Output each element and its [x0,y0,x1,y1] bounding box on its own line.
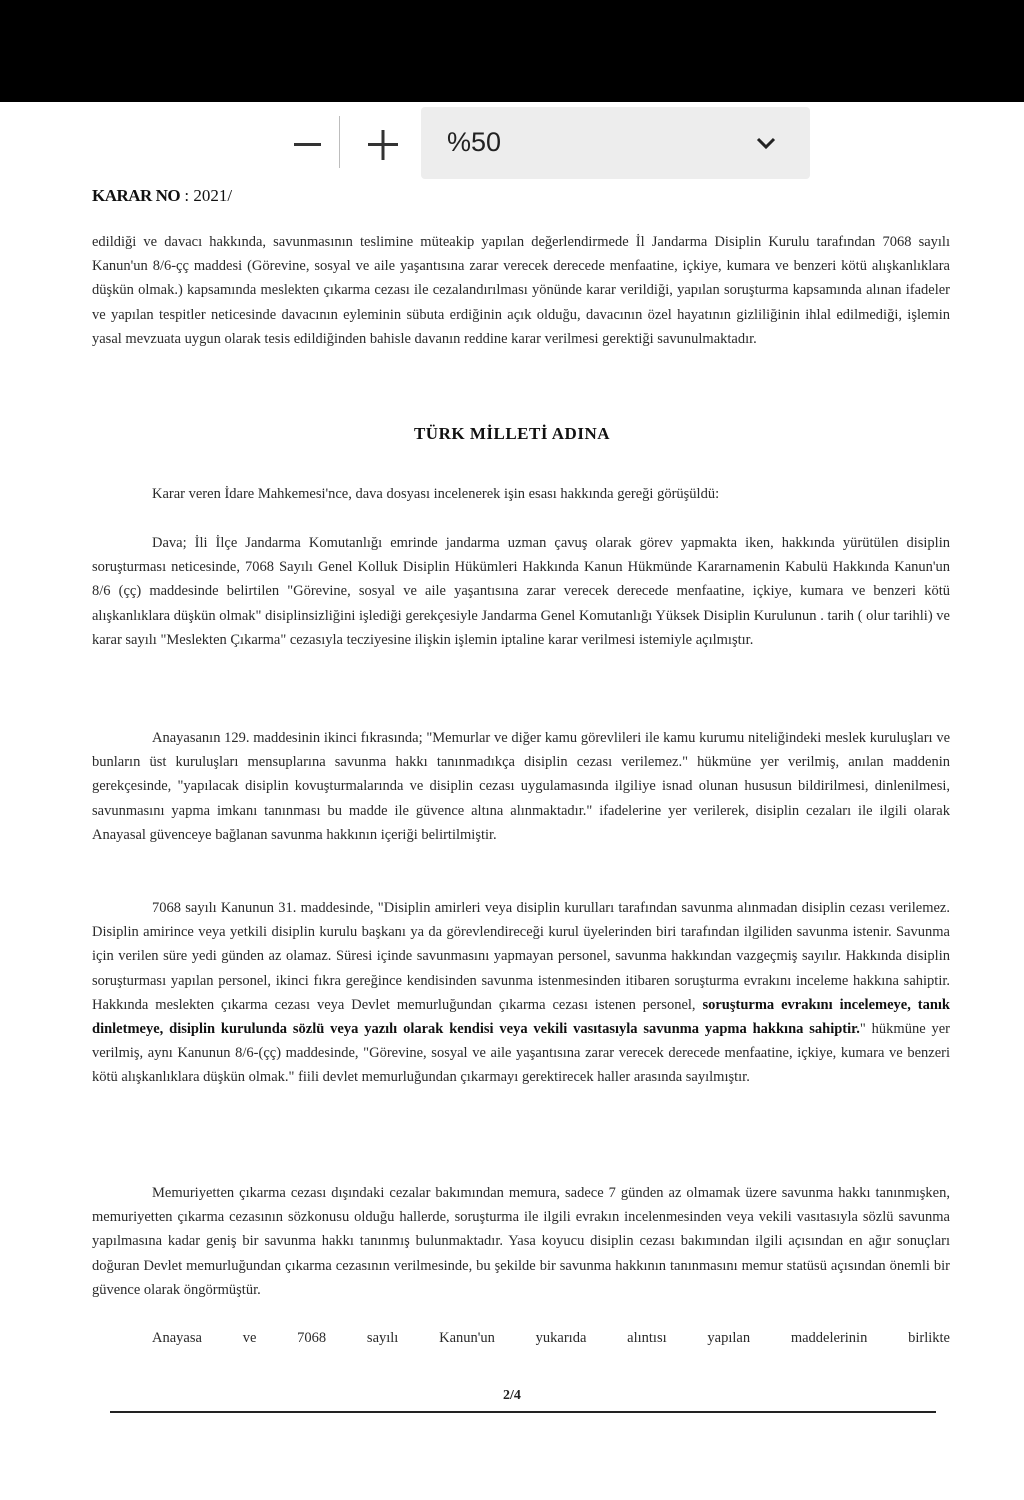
zoom-out-button[interactable] [276,118,326,170]
section-heading: TÜRK MİLLETİ ADINA [413,424,611,443]
decision-number-label: KARAR NO [92,186,181,205]
toolbar-divider [339,116,340,168]
zoom-level-value: %50 [447,127,502,157]
minus-icon [282,119,332,171]
paragraph-defense-summary: edildiği ve davacı hakkında, savunmasının teslimine müteakip yapılan değerlendirmede İl Jandarma Disiplin Kurulu tarafından 7068 sayılı Kanun'un 8/6-çç maddesi (Görevine, sosyal ve aile yaşantısına zarar verecek derecede menfaatine, içkiye, kumara ve benzeri kötü alışkanlıklara düşkün olmak.) kapsamında meslekten çıkarma cezası ile cezalandırılması yönünde karar verildiği, yapılan soruşturma kapsamında alınan ifadeler ve yapılan tespitler neticesinde davacının eyleminin sübuta erdiğinin açık olduğu, davacının özel hayatının gizliliğinin ihlal edilmediği, işlemin yasal mevzuata uygun olarak tesis edildiğinden bahisle davanın reddine karar verilmesi gerektiği savunulmaktadır. [92,234,950,347]
paragraph-conclusion-start: Anayasa ve 7068 sayılı Kanun'un yukarıda alıntısı yapılan maddelerinin birlikte [152,1330,950,1346]
chevron-down-icon [755,132,777,154]
law-text-part1: 7068 sayılı Kanunun 31. maddesinde, "Disiplin amirleri veya disiplin kurulları tarafından savunma alınmadan disiplin cezası verilemez. Disiplin amirince veya yetkili disiplin kurulu başkanı ya da görevlendireceği kurul üyelerinden biri tarafından ilgiliden savunma istenir. Savunma için verilen süre yedi günden az olamaz. Süresi içinde savunmasını yapmayan personel, savunma hakkından vazgeçmiş sayılır. Hakkında disiplin soruşturması yapılan personel, ikinci fıkra gereğince kendisinden savunma istenmesinden itibaren soruşturma evrakını inceleme hakkına sahiptir. Hakkında meslekten çıkarma cezası veya Devlet memurluğundan çıkarma cezası istenen personel, [92,900,950,1013]
paragraph-law-7068-art31 [92,896,950,1090]
document-page [0,186,1024,1500]
paragraph-case-description: Dava; İli İlçe Jandarma Komutanlığı emrinde jandarma uzman çavuş olarak görev yapmakta iken, hakkında yürütülen disiplin soruşturması neticesinde, 7068 Sayılı Genel Kolluk Disiplin Hükümleri Hakkında Kanun Hükmünde Kararnamenin Kabulü Hakkında Kanun'un 8/6 (çç) maddesinde belirtilen "Görevine, sosyal ve aile yaşantısına zarar verecek derecede menfaatine, içkiye, kumara ve benzeri kötü alışkanlıklara düşkün olmak" disiplinsizliğini işlediği gerekçesiyle Jandarma Genel Komutanlığı Yüksek Disiplin Kurulunun . tarih ( olur tarihli) ve karar sayılı "Meslekten Çıkarma" cezasıyla tecziyesine ilişkin işlemin iptaline karar verilmesi istemiyle açılmıştır. [92,535,950,648]
zoom-level-select[interactable] [421,107,810,179]
paragraph-constitution-129: Anayasanın 129. maddesinin ikinci fıkrasında; "Memurlar ve diğer kamu görevlileri ile kamu kurumu niteliğindeki meslek kuruluşları ve bunların üst kuruluşları mensuplarına savunma hakkı tanınmadıkça disiplin cezası verilemez." hükmüne yer verilmiş, anılan maddenin gerekçesinde, "yapılacak disiplin kovuşturmalarında ve disiplin cezası uygulamasında ilgiliye isnad olunan hususun bildirilmesi, dinlenilmesi, savunmasını yapma imkanı tanınması bu madde ile güvence altına alınmaktadır." ifadelerine yer verilerek, disiplin cezaları ile ilgili olarak Anayasal güvenceye bağlanan savunma hakkının içeriği belirtilmiştir. [92,730,950,843]
law-text-part2: " hükmüne yer verilmiş, aynı Kanunun 8/6-(çç) maddesinde, "Görevine, sosyal ve aile yaşantısına zarar verecek derecede menfaatine, içkiye, kumara ve benzeri kötü alışkanlıklara düşkün olmak." fiili devlet memurluğundan çıkarmayı gerektirecek haller arasında sayılmıştır. [92,1021,950,1086]
footer-rule [110,1411,936,1413]
paragraph-dismissal-defense: Memuriyetten çıkarma cezası dışındaki cezalar bakımından memura, sadece 7 günden az olmamak üzere savunma hakkı tanınmışken, memuriyetten çıkarma cezasının sözkonusu olduğu hallerde, soruşturma ile ilgili evrakın incelenmesinden veya vekili vasıtasıyla sözlü savunma yapılmasına kadar geniş bir savunma hakkı tanınmış bulunmaktadır. Yasa koyucu disiplin cezası bakımından ilgili açısından en ağır sonuçları doğuran Devlet memurluğundan çıkarma cezasının verilmesinde, bu şekilde bir savunma hakkının tanınmasını memur statüsü açısından önemli bir güvence olarak öngörmüştür. [92,1185,950,1298]
decision-number-value: : 2021/ [180,186,233,205]
decision-number-header [92,186,232,206]
law-text-bold: soruşturma evrakını incelemeye, tanık dinletmeye, disiplin kurulunda sözlü veya yazılı olarak kendisi veya vekili vasıtasıyla savunma yapma hakkına sahiptir. [92,996,950,1038]
plus-icon [358,119,408,171]
paragraph-court-review: Karar veren İdare Mahkemesi'nce, dava dosyası incelenerek işin esası hakkında gereği görüşüldü: [152,486,720,502]
page-number: 2/4 [503,1388,521,1403]
zoom-in-button[interactable] [352,118,402,170]
top-black-bar [0,0,1024,102]
